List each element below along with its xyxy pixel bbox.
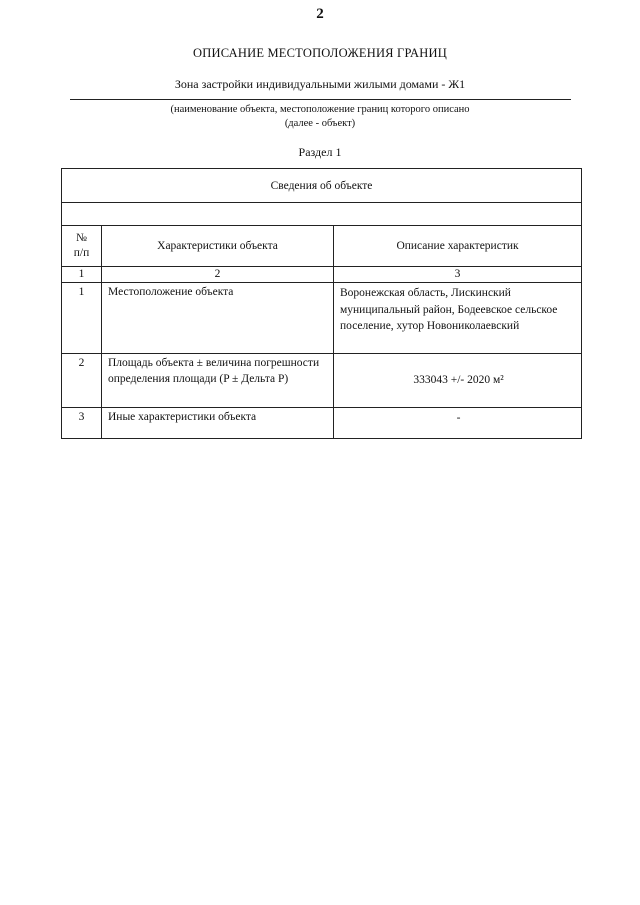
- object-name: Зона застройки индивидуальными жилыми домами - Ж1: [174, 77, 466, 91]
- header-number-line-1: №: [76, 232, 87, 244]
- table-row: [62, 283, 582, 354]
- row-description: -: [334, 408, 582, 439]
- row-number: 1: [62, 283, 102, 354]
- row-description: 333043 +/- 2020 м²: [334, 354, 582, 408]
- header-number-line-2: п/п: [73, 247, 90, 259]
- empty-cell: [62, 203, 582, 226]
- row-characteristic: Площадь объекта ± величина погрешности определения площади (P ± Дельта P): [102, 354, 334, 408]
- row-characteristic: Иные характеристики объекта: [102, 408, 334, 439]
- column-number: 3: [334, 267, 582, 283]
- document-title: ОПИСАНИЕ МЕСТОПОЛОЖЕНИЯ ГРАНИЦ: [193, 46, 447, 60]
- header-number: [62, 226, 102, 267]
- section-title: Раздел 1: [298, 145, 342, 159]
- caption-line-2: (далее - объект): [284, 118, 356, 129]
- underline-rule: [70, 99, 571, 100]
- table-empty-row: [62, 203, 582, 226]
- table-caption: Сведения об объекте: [62, 169, 582, 203]
- column-number: 1: [62, 267, 102, 283]
- row-characteristic: Местоположение объекта: [102, 283, 334, 354]
- table-caption-row: [62, 169, 582, 203]
- object-name-caption: [0, 103, 640, 131]
- column-number-row: [62, 267, 582, 283]
- table-row: [62, 354, 582, 408]
- header-characteristics: Характеристики объекта: [102, 226, 334, 267]
- page-number: 2: [316, 6, 324, 22]
- column-number: 2: [102, 267, 334, 283]
- caption-line-1: (наименование объекта, местоположение границ которого описано: [170, 104, 470, 115]
- table-header-row: [62, 226, 582, 267]
- row-description: Воронежская область, Лискинский муниципальный район, Бодеевское сельское поселение, хутор Новониколаевский: [334, 283, 582, 354]
- header-description: Описание характеристик: [334, 226, 582, 267]
- row-number: 2: [62, 354, 102, 408]
- object-info-table: [61, 168, 582, 439]
- table-row: [62, 408, 582, 439]
- row-number: 3: [62, 408, 102, 439]
